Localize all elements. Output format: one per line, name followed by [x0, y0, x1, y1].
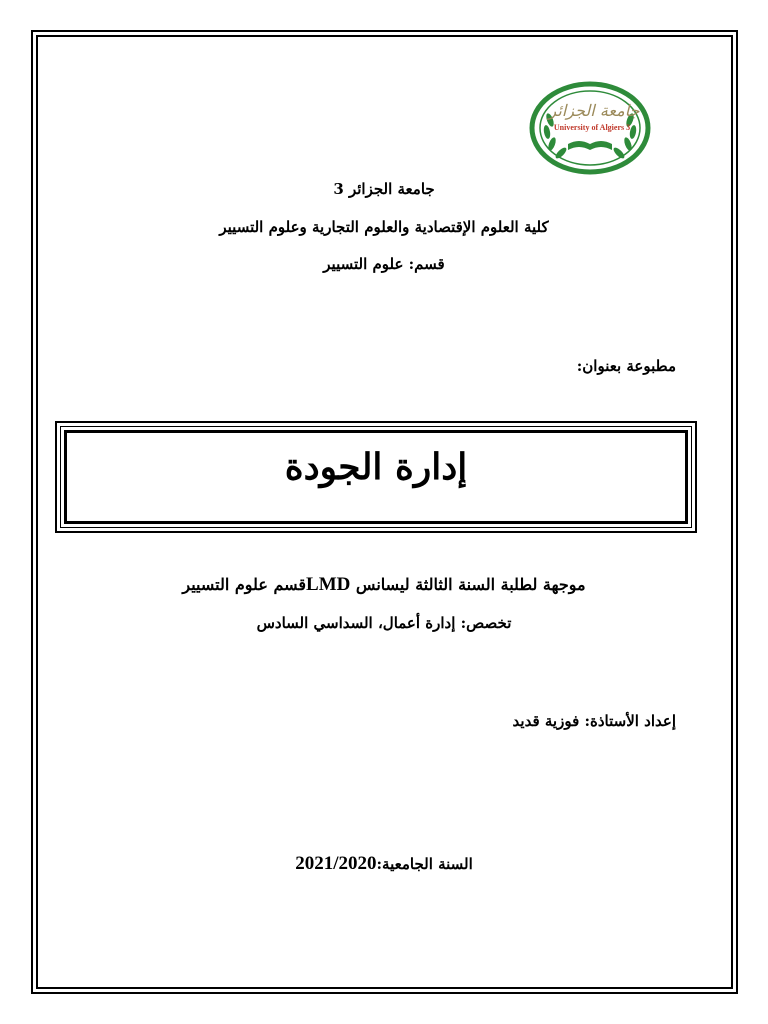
audience-line — [0, 574, 768, 596]
university-logo — [528, 80, 652, 176]
university-name: جامعة الجزائر 3 — [333, 180, 435, 198]
booklet-label: مطبوعة بعنوان: — [576, 357, 676, 375]
prepared-by: إعداد الأستاذة: فوزية قديد — [512, 712, 676, 730]
academic-year-label: السنة الجامعية: — [376, 855, 473, 873]
audience-suffix: قسم علوم التسيير — [182, 575, 307, 594]
faculty-name: كلية العلوم الإقتصادية والعلوم التجارية وعلوم التسيير — [219, 218, 549, 236]
specialty-line: تخصص: إدارة أعمال، السداسي السادس — [256, 614, 512, 632]
logo-arabic-text: جامعة الجزائر — [548, 101, 640, 120]
academic-year-line — [0, 853, 768, 875]
logo-latin-text: University of Algiers 3 — [553, 123, 631, 132]
academic-year-value: 2021/2020 — [295, 853, 377, 874]
department-name: قسم: علوم التسيير — [323, 255, 445, 273]
audience-prefix: موجهة لطلبة السنة الثالثة ليسانس — [350, 575, 586, 594]
document-title: إدارة الجودة — [284, 446, 468, 488]
program-name: LMD — [306, 574, 351, 595]
